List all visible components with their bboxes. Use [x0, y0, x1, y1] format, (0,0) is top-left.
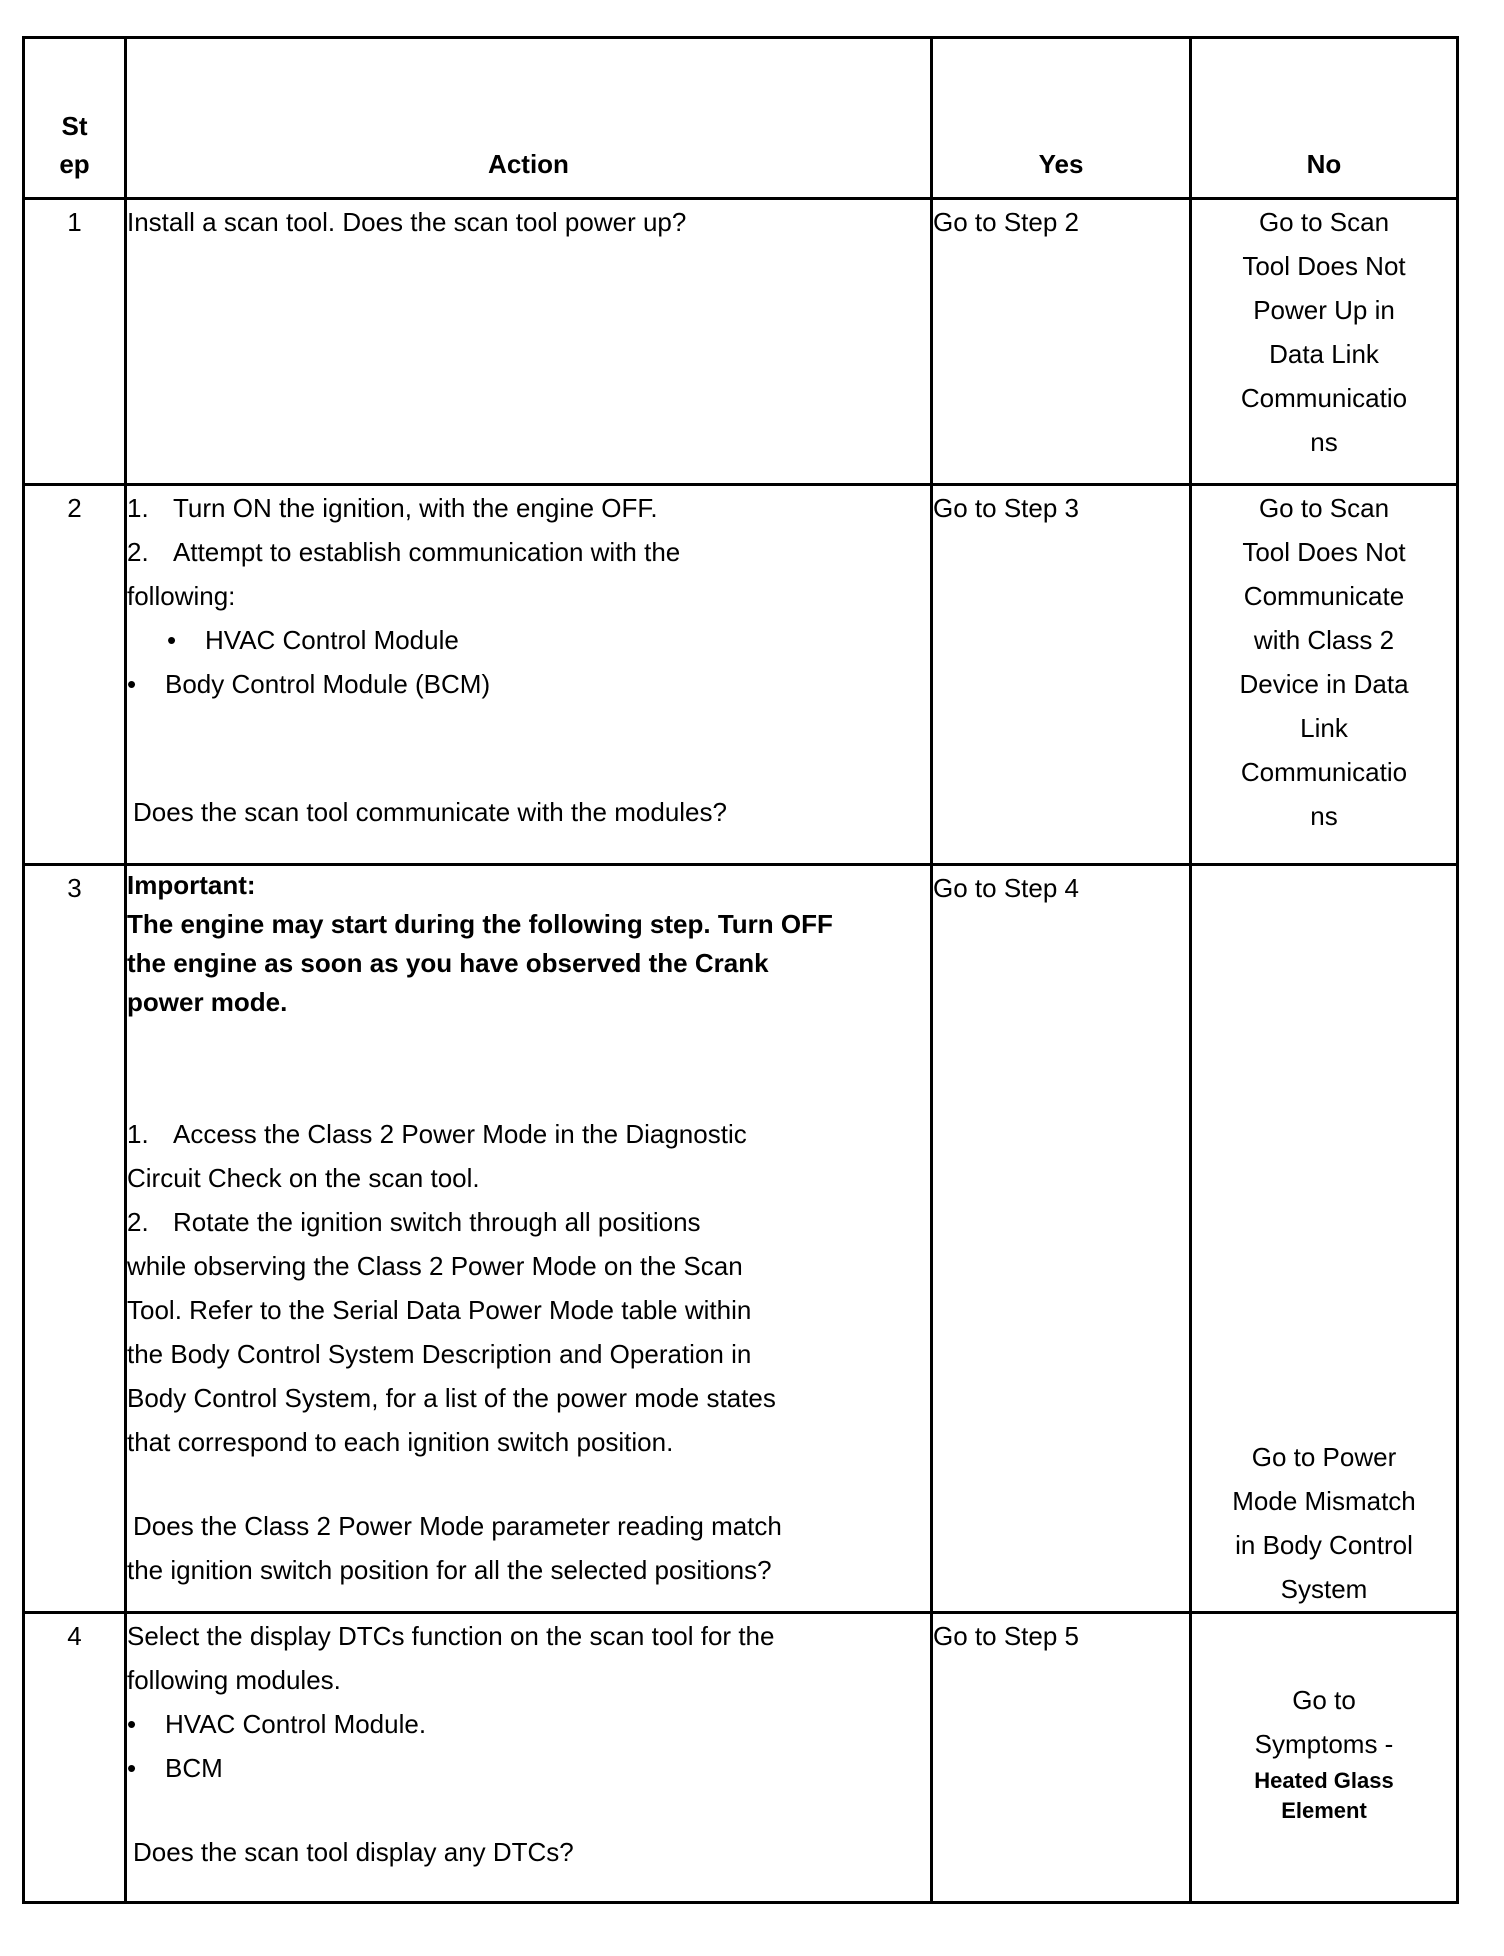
important-text: The engine may start during the following step. Turn OFF	[127, 909, 833, 939]
yes-cell: Go to Step 2	[932, 199, 1191, 485]
table-row	[24, 1613, 1458, 1903]
important-text: power mode.	[127, 987, 288, 1017]
header-no: No	[1191, 38, 1458, 199]
bullet-icon: •	[127, 669, 137, 699]
no-cell	[1191, 1613, 1458, 1903]
no-line: Data Link	[1269, 339, 1379, 369]
bullet-text: BCM	[165, 1753, 223, 1783]
no-line: System	[1280, 1574, 1368, 1604]
action-cell	[126, 865, 932, 1613]
spacer	[127, 1464, 930, 1504]
no-cell	[1191, 865, 1458, 1613]
header-step	[24, 38, 126, 199]
no-line: ns	[1310, 801, 1338, 831]
no-line: Mode Mismatch	[1232, 1486, 1416, 1516]
numbered-item	[127, 1200, 930, 1244]
no-line: Element	[1281, 1798, 1367, 1823]
no-line: ns	[1310, 427, 1338, 457]
diagnostic-table	[22, 36, 1459, 1904]
important-label: Important:	[127, 870, 256, 900]
numbered-item	[127, 486, 930, 530]
bullet-icon: •	[167, 625, 177, 655]
no-line: Go to Scan	[1258, 493, 1390, 523]
no-line: Tool Does Not	[1242, 251, 1406, 281]
no-line: Go to	[1292, 1685, 1356, 1715]
table-row	[24, 485, 1458, 865]
no-line: Symptoms -	[1254, 1729, 1394, 1759]
table-row	[24, 865, 1458, 1613]
bullet-icon: •	[127, 1753, 137, 1783]
question-text: Does the Class 2 Power Mode parameter reading match	[133, 1511, 782, 1541]
spacer	[127, 1790, 930, 1830]
item-continuation: the Body Control System Description and Operation in	[127, 1339, 752, 1369]
no-line: with Class 2	[1253, 625, 1395, 655]
item-number: 2.	[127, 537, 149, 567]
header-action: Action	[126, 38, 932, 199]
header-step-line: St	[61, 111, 88, 141]
spacer	[127, 1022, 930, 1112]
yes-cell: Go to Step 3	[932, 485, 1191, 865]
bullet-text: Body Control Module (BCM)	[165, 669, 491, 699]
no-cell	[1191, 485, 1458, 865]
no-cell	[1191, 199, 1458, 485]
action-cell	[126, 485, 932, 865]
no-line: Tool Does Not	[1242, 537, 1406, 567]
no-line: Go to Power	[1251, 1442, 1397, 1472]
yes-cell: Go to Step 4	[932, 865, 1191, 1613]
intro-text: Select the display DTCs function on the scan tool for the	[127, 1621, 775, 1651]
item-text: Attempt to establish communication with the	[173, 537, 681, 567]
no-line: Device in Data	[1239, 669, 1409, 699]
important-text: the engine as soon as you have observed the Crank	[127, 948, 769, 978]
item-text: Turn ON the ignition, with the engine OFF.	[173, 493, 658, 523]
question-text: the ignition switch position for all the selected positions?	[127, 1555, 772, 1585]
bullet-item	[127, 1746, 930, 1790]
diagnostic-table-container	[22, 36, 1456, 1904]
bullet-item	[127, 662, 930, 706]
no-line: Communicatio	[1240, 383, 1408, 413]
item-number: 2.	[127, 1207, 149, 1237]
no-line: Communicatio	[1240, 757, 1408, 787]
spacer	[127, 706, 930, 790]
item-continuation: Circuit Check on the scan tool.	[127, 1163, 480, 1193]
no-line: Go to Scan	[1258, 207, 1390, 237]
action-cell	[126, 199, 932, 485]
no-line: in Body Control	[1235, 1530, 1413, 1560]
header-step-line: ep	[59, 149, 90, 179]
step-number: 1	[24, 199, 126, 485]
no-line: Heated Glass	[1254, 1768, 1394, 1793]
item-number: 1.	[127, 493, 149, 523]
yes-cell: Go to Step 5	[932, 1613, 1191, 1903]
no-line: Power Up in	[1253, 295, 1395, 325]
step-number: 2	[24, 485, 126, 865]
intro-text: following modules.	[127, 1665, 341, 1695]
step-number: 4	[24, 1613, 126, 1903]
bullet-text: HVAC Control Module.	[165, 1709, 427, 1739]
question-text: Does the scan tool display any DTCs?	[133, 1837, 574, 1867]
item-continuation: while observing the Class 2 Power Mode on the Scan	[127, 1251, 743, 1281]
action-cell	[126, 1613, 932, 1903]
bullet-item	[127, 1702, 930, 1746]
item-continuation: Tool. Refer to the Serial Data Power Mode table within	[127, 1295, 752, 1325]
numbered-item	[127, 1112, 930, 1156]
item-continuation: that correspond to each ignition switch position.	[127, 1427, 674, 1457]
bullet-item	[127, 618, 930, 662]
bullet-icon: •	[127, 1709, 137, 1739]
step-number: 3	[24, 865, 126, 1613]
numbered-item	[127, 530, 930, 574]
item-number: 1.	[127, 1119, 149, 1149]
no-line: Link	[1300, 713, 1348, 743]
question-text: Does the scan tool communicate with the modules?	[133, 797, 727, 827]
bullet-text: HVAC Control Module	[205, 625, 459, 655]
item-continuation: Body Control System, for a list of the power mode states	[127, 1383, 776, 1413]
header-yes: Yes	[932, 38, 1191, 199]
item-text: Access the Class 2 Power Mode in the Diagnostic	[173, 1119, 747, 1149]
item-continuation: following:	[127, 581, 236, 611]
no-line: Communicate	[1243, 581, 1405, 611]
table-row	[24, 199, 1458, 485]
item-text: Rotate the ignition switch through all positions	[173, 1207, 701, 1237]
table-header-row	[24, 38, 1458, 199]
action-text: Install a scan tool. Does the scan tool power up?	[127, 207, 687, 237]
